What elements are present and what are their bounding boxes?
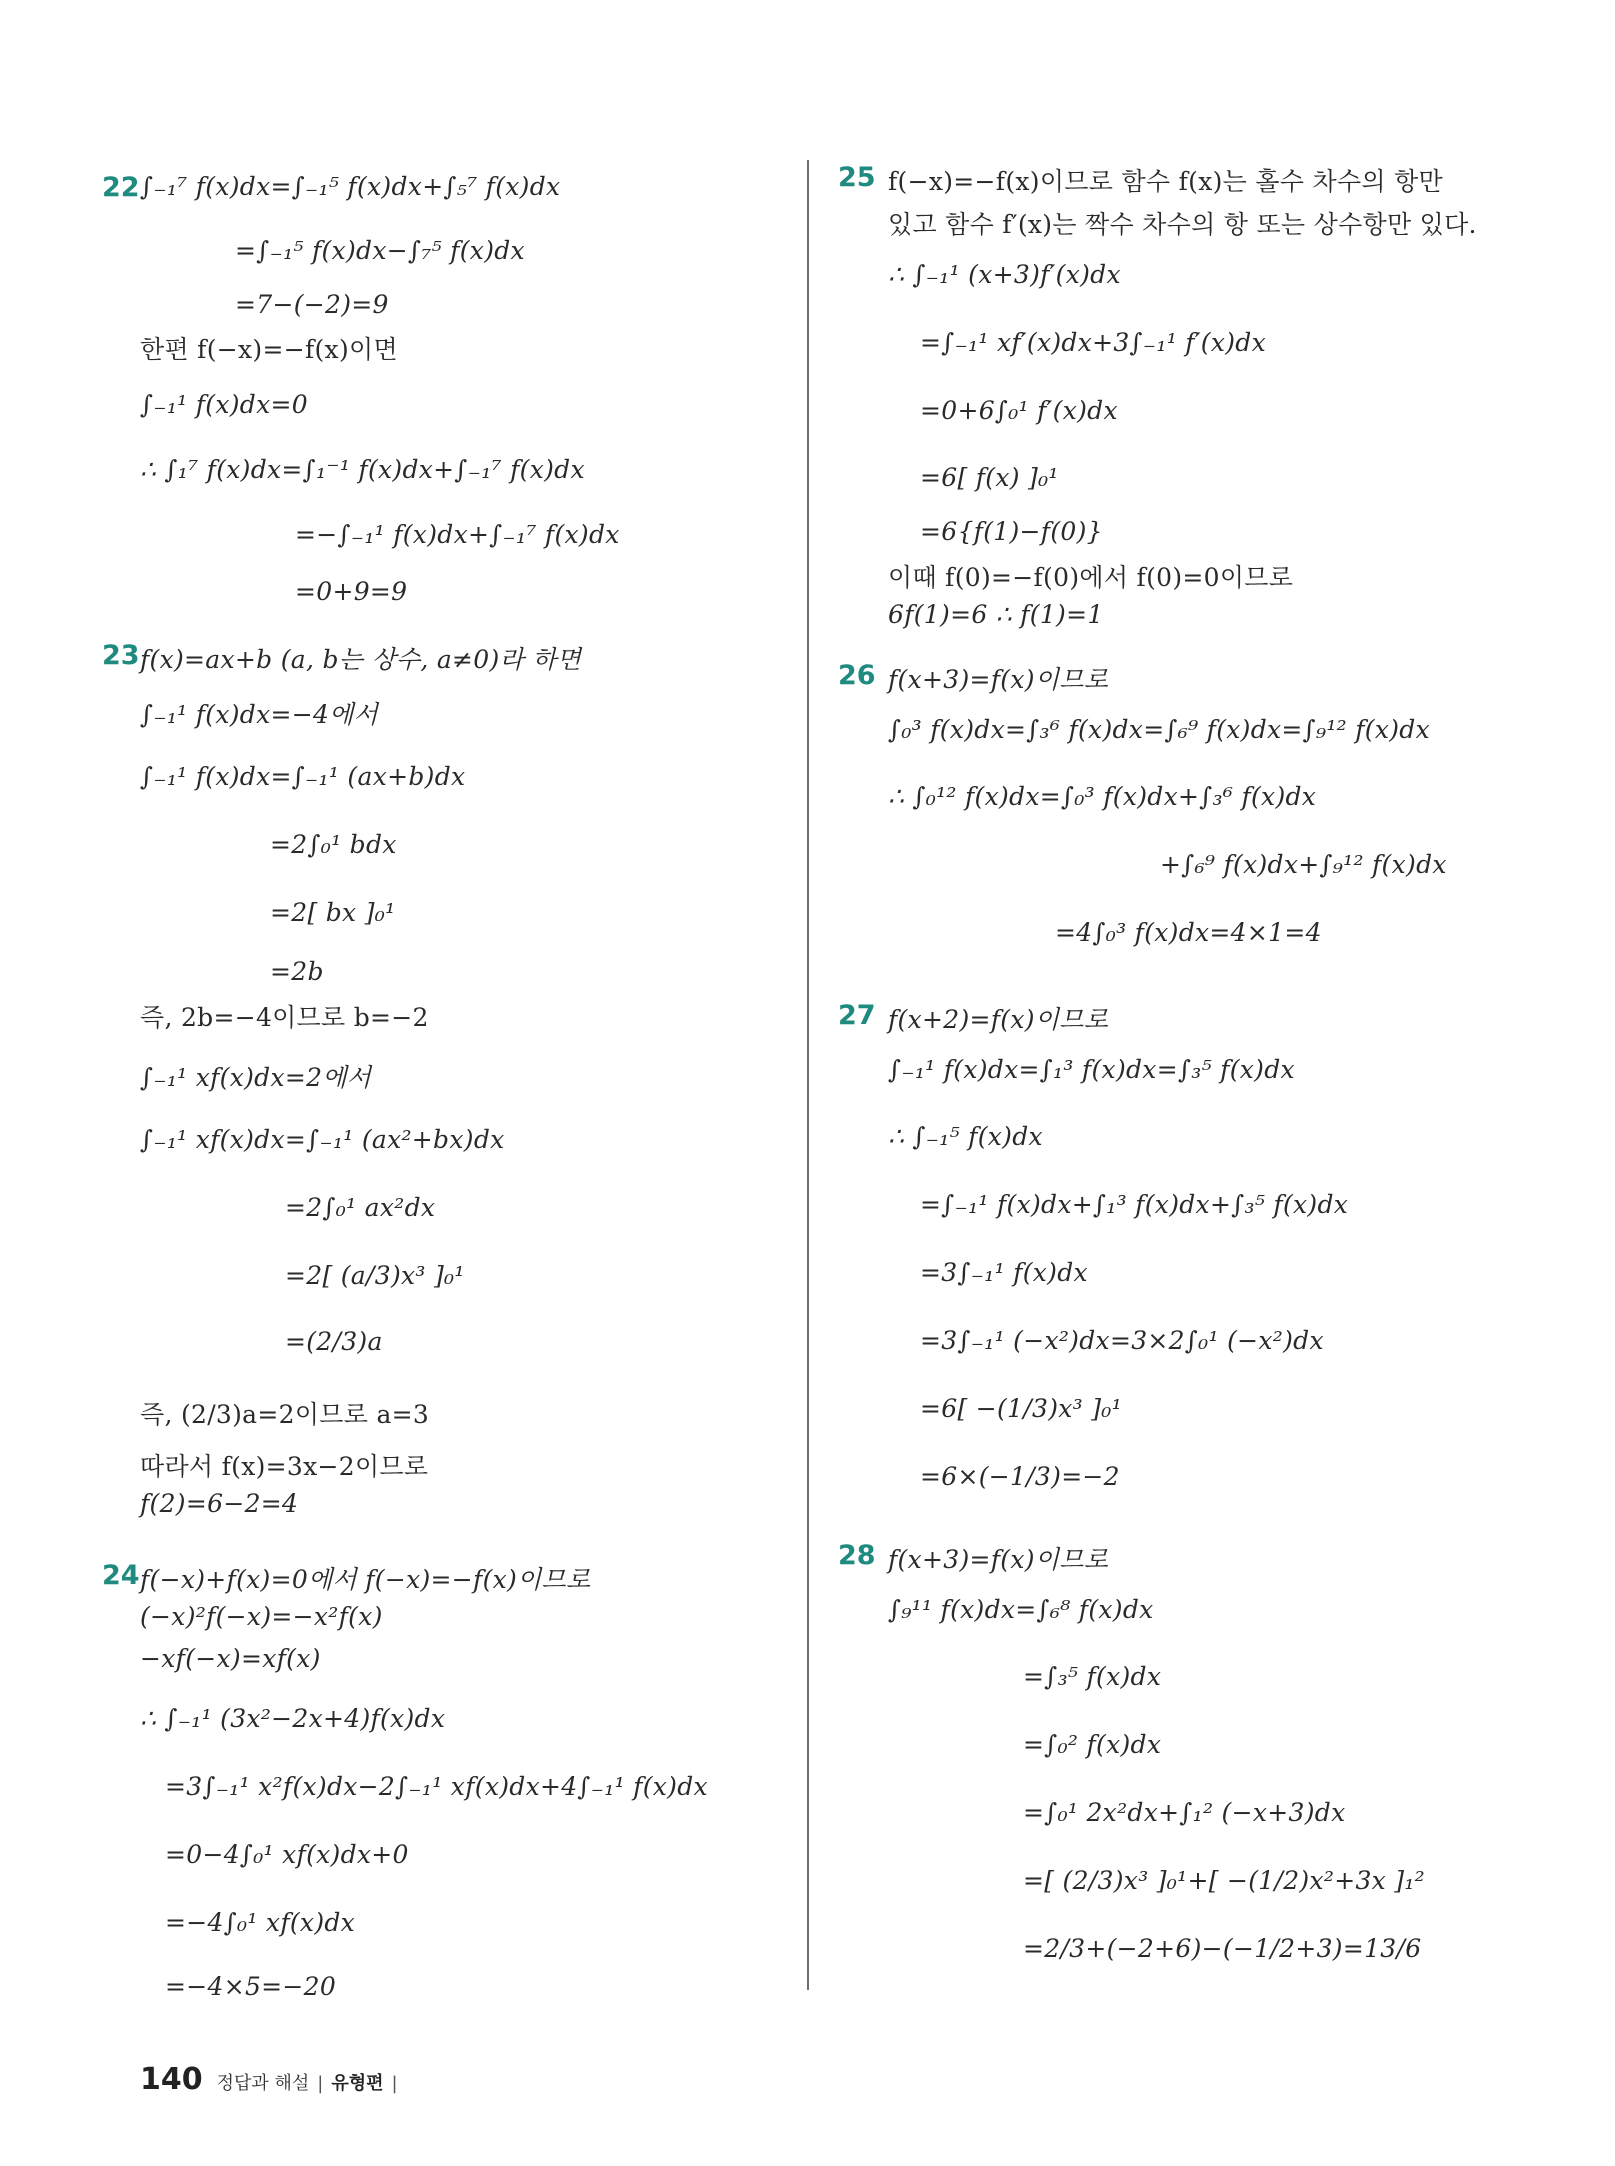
solution-line: f(−x)=−f(x)이므로 함수 f(x)는 홀수 차수의 항만 — [888, 167, 1444, 196]
solution-line: f(x)=ax+b (a, b는 상수, a≠0)라 하면 — [140, 645, 582, 674]
solution-line: +∫₆⁹ f(x)dx+∫₉¹² f(x)dx — [1160, 850, 1447, 879]
solution-line: =∫₋₁¹ xf′(x)dx+3∫₋₁¹ f′(x)dx — [920, 328, 1266, 357]
problem-number: 24 — [102, 1560, 140, 1591]
solution-line: 따라서 f(x)=3x−2이므로 — [140, 1452, 429, 1481]
solution-line: =2∫₀¹ bdx — [270, 830, 397, 859]
page-number: 140 — [140, 2062, 203, 2097]
footer-separator: | — [317, 2073, 324, 2094]
column-divider — [807, 160, 809, 1990]
solution-line: ∴ ∫₀¹² f(x)dx=∫₀³ f(x)dx+∫₃⁶ f(x)dx — [888, 782, 1317, 811]
problem-number: 26 — [838, 660, 876, 691]
solution-line: f(2)=6−2=4 — [140, 1489, 299, 1518]
solution-line: =6[ −(1/3)x³ ]₀¹ — [920, 1394, 1122, 1423]
solution-line: =2[ bx ]₀¹ — [270, 898, 396, 927]
footer-title: 정답과 해설 — [216, 2073, 310, 2094]
solution-line: =0−4∫₀¹ xf(x)dx+0 — [165, 1840, 409, 1869]
solution-line: ∴ ∫₋₁¹ (3x²−2x+4)f(x)dx — [140, 1704, 446, 1733]
solution-line: =0+6∫₀¹ f′(x)dx — [920, 396, 1118, 425]
solution-line: ∫₋₁¹ xf(x)dx=2에서 — [140, 1063, 372, 1092]
solution-line: ∫₉¹¹ f(x)dx=∫₆⁸ f(x)dx — [888, 1595, 1154, 1624]
solution-line: f(−x)+f(x)=0에서 f(−x)=−f(x)이므로 — [140, 1565, 591, 1594]
problem-number: 25 — [838, 162, 876, 193]
problem-number: 27 — [838, 1000, 876, 1031]
solution-line: =−∫₋₁¹ f(x)dx+∫₋₁⁷ f(x)dx — [295, 520, 620, 549]
solution-line: ∫₋₁¹ f(x)dx=0 — [140, 390, 308, 419]
solution-line: =6[ f(x) ]₀¹ — [920, 463, 1059, 492]
solution-line: f(x+3)=f(x)이므로 — [888, 665, 1109, 694]
solution-line: =2b — [270, 957, 324, 986]
solution-line: =3∫₋₁¹ x²f(x)dx−2∫₋₁¹ xf(x)dx+4∫₋₁¹ f(x)dx — [165, 1772, 708, 1801]
solution-line: =4∫₀³ f(x)dx=4×1=4 — [1055, 918, 1322, 947]
solution-line: ∫₋₁¹ f(x)dx=−4에서 — [140, 700, 379, 729]
solution-line: f(x+3)=f(x)이므로 — [888, 1545, 1109, 1574]
solution-line: ∫₋₁¹ xf(x)dx=∫₋₁¹ (ax²+bx)dx — [140, 1125, 505, 1154]
solution-line: =7−(−2)=9 — [235, 290, 389, 319]
solution-line: =2[ (a/3)x³ ]₀¹ — [285, 1261, 465, 1290]
solution-line: =[ (2/3)x³ ]₀¹+[ −(1/2)x²+3x ]₁² — [1023, 1866, 1426, 1895]
solution-line: −xf(−x)=xf(x) — [140, 1644, 321, 1673]
solution-line: =6{f(1)−f(0)} — [920, 517, 1103, 546]
solution-line: 즉, (2/3)a=2이므로 a=3 — [140, 1400, 430, 1429]
solution-line: =2/3+(−2+6)−(−1/2+3)=13/6 — [1023, 1934, 1422, 1963]
solution-line: =3∫₋₁¹ f(x)dx — [920, 1258, 1088, 1287]
solution-line: =∫₀¹ 2x²dx+∫₁² (−x+3)dx — [1023, 1798, 1346, 1827]
page-footer — [140, 2062, 398, 2097]
solution-line: =−4×5=−20 — [165, 1972, 337, 2001]
solution-line: 있고 함수 f′(x)는 짝수 차수의 항 또는 상수항만 있다. — [888, 210, 1477, 239]
solution-line: ∫₋₁¹ f(x)dx=∫₁³ f(x)dx=∫₃⁵ f(x)dx — [888, 1055, 1295, 1084]
solution-line: ∴ ∫₋₁⁵ f(x)dx — [888, 1122, 1043, 1151]
solution-line: ∫₀³ f(x)dx=∫₃⁶ f(x)dx=∫₆⁹ f(x)dx=∫₉¹² f(x)dx — [888, 715, 1430, 744]
solution-line: =∫₀² f(x)dx — [1023, 1730, 1162, 1759]
solution-line: =2∫₀¹ ax²dx — [285, 1193, 436, 1222]
solution-line: =∫₋₁⁵ f(x)dx−∫₇⁵ f(x)dx — [235, 236, 525, 265]
solution-line: =0+9=9 — [295, 577, 408, 606]
solution-line: ∫₋₁¹ f(x)dx=∫₋₁¹ (ax+b)dx — [140, 762, 466, 791]
solution-line: =6×(−1/3)=−2 — [920, 1462, 1120, 1491]
solution-line: ∫₋₁⁷ f(x)dx=∫₋₁⁵ f(x)dx+∫₅⁷ f(x)dx — [140, 172, 561, 201]
solution-line: =−4∫₀¹ xf(x)dx — [165, 1908, 356, 1937]
solution-line: 한편 f(−x)=−f(x)이면 — [140, 335, 398, 364]
solution-line: =∫₃⁵ f(x)dx — [1023, 1662, 1162, 1691]
solution-line: ∴ ∫₋₁¹ (x+3)f′(x)dx — [888, 260, 1121, 289]
solution-line: =∫₋₁¹ f(x)dx+∫₁³ f(x)dx+∫₃⁵ f(x)dx — [920, 1190, 1349, 1219]
solution-line: =3∫₋₁¹ (−x²)dx=3×2∫₀¹ (−x²)dx — [920, 1326, 1324, 1355]
footer-subtitle: 유형편 — [331, 2073, 384, 2094]
problem-number: 28 — [838, 1540, 876, 1571]
problem-number: 22 — [102, 172, 140, 203]
solution-line: 이때 f(0)=−f(0)에서 f(0)=0이므로 — [888, 563, 1294, 592]
solution-line: (−x)²f(−x)=−x²f(x) — [140, 1602, 383, 1631]
solution-line: f(x+2)=f(x)이므로 — [888, 1005, 1109, 1034]
solution-line: 즉, 2b=−4이므로 b=−2 — [140, 1003, 429, 1032]
problem-number: 23 — [102, 640, 140, 671]
solution-line: =(2/3)a — [285, 1327, 383, 1356]
footer-separator: | — [391, 2073, 398, 2094]
solution-line: ∴ ∫₁⁷ f(x)dx=∫₁⁻¹ f(x)dx+∫₋₁⁷ f(x)dx — [140, 455, 585, 484]
solution-line: 6f(1)=6 ∴ f(1)=1 — [888, 600, 1104, 629]
